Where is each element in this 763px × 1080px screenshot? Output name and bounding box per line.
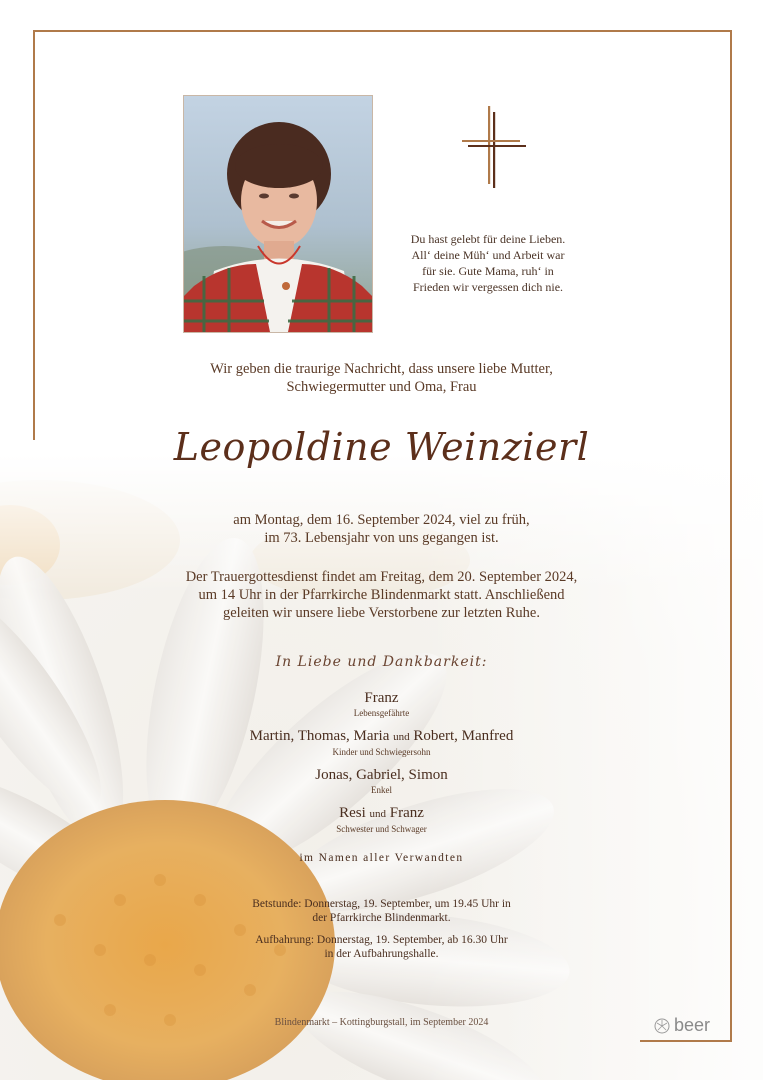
viewing-note	[150, 933, 613, 961]
service-line: geleiten wir unsere liebe Verstorbene zur letzten Ruhe.	[223, 605, 540, 621]
deceased-name: Leopoldine Weinzierl	[173, 425, 590, 469]
note-line: der Pfarrkirche Blindenmarkt.	[312, 912, 451, 924]
beer-logo	[653, 1015, 710, 1036]
note-line: Betstunde: Donnerstag, 19. September, um 19.45 Uhr in	[252, 898, 511, 910]
mourner-entry	[150, 805, 613, 835]
mourner-name: Martin, Thomas, Maria und Robert, Manfred	[249, 728, 514, 744]
cross-icon	[462, 104, 528, 188]
frame-left-line	[33, 30, 35, 440]
funeral-service-info	[120, 568, 643, 622]
verse-line: Frieden wir vergessen dich nie.	[412, 280, 564, 294]
logo-text: beer	[674, 1015, 711, 1035]
mourners-list	[150, 690, 613, 844]
mourner-name: Jonas, Gabriel, Simon	[315, 767, 448, 783]
announcement-intro	[150, 360, 613, 396]
frame-top-line	[33, 30, 732, 32]
intro-line: Wir geben die traurige Nachricht, dass unsere liebe Mutter,	[210, 361, 553, 377]
frame-bottom-line	[640, 1040, 732, 1042]
mourner-name: Franz	[364, 690, 399, 706]
service-line: um 14 Uhr in der Pfarrkirche Blindenmarkt statt. Anschließend	[198, 587, 565, 603]
death-notice	[150, 511, 613, 547]
portrait-photo	[183, 95, 373, 333]
dandelion-icon	[653, 1017, 671, 1035]
death-line: im 73. Lebensjahr von uns gegangen ist.	[264, 530, 499, 546]
mourner-role: Schwester und Schwager	[336, 824, 427, 834]
service-line: Der Trauergottesdienst findet am Freitag, dem 20. September 2024,	[185, 569, 578, 585]
memorial-verse	[396, 231, 580, 295]
note-line: Aufbahrung: Donnerstag, 19. September, ab 16.30 Uhr	[255, 934, 508, 946]
mourner-role: Enkel	[371, 785, 392, 795]
place-date-line: Blindenmarkt – Kottingburgstall, im September 2024	[274, 1017, 489, 1028]
service-notes	[150, 897, 613, 969]
thanks-heading: In Liebe und Dankbarkeit:	[275, 654, 488, 670]
intro-line: Schwiegermutter und Oma, Frau	[286, 379, 477, 395]
verse-line: Du hast gelebt für deine Lieben.	[410, 232, 566, 246]
mourner-role: Kinder und Schwiegersohn	[332, 747, 431, 757]
mourner-entry	[150, 767, 613, 796]
verse-line: für sie. Gute Mama, ruh‘ in	[422, 264, 554, 278]
mourner-role: Lebensgefährte	[353, 708, 410, 718]
mourner-entry	[150, 690, 613, 719]
frame-right-line	[730, 30, 732, 1042]
verse-line: All‘ deine Müh‘ und Arbeit war	[411, 248, 565, 262]
mourner-name: Resi und Franz	[339, 805, 424, 821]
prayer-hour-note	[150, 897, 613, 925]
note-line: in der Aufbahrungshalle.	[324, 948, 439, 960]
family-line: im Namen aller Verwandten	[299, 852, 464, 864]
mourner-entry	[150, 728, 613, 758]
death-line: am Montag, dem 16. September 2024, viel zu früh,	[233, 512, 530, 528]
